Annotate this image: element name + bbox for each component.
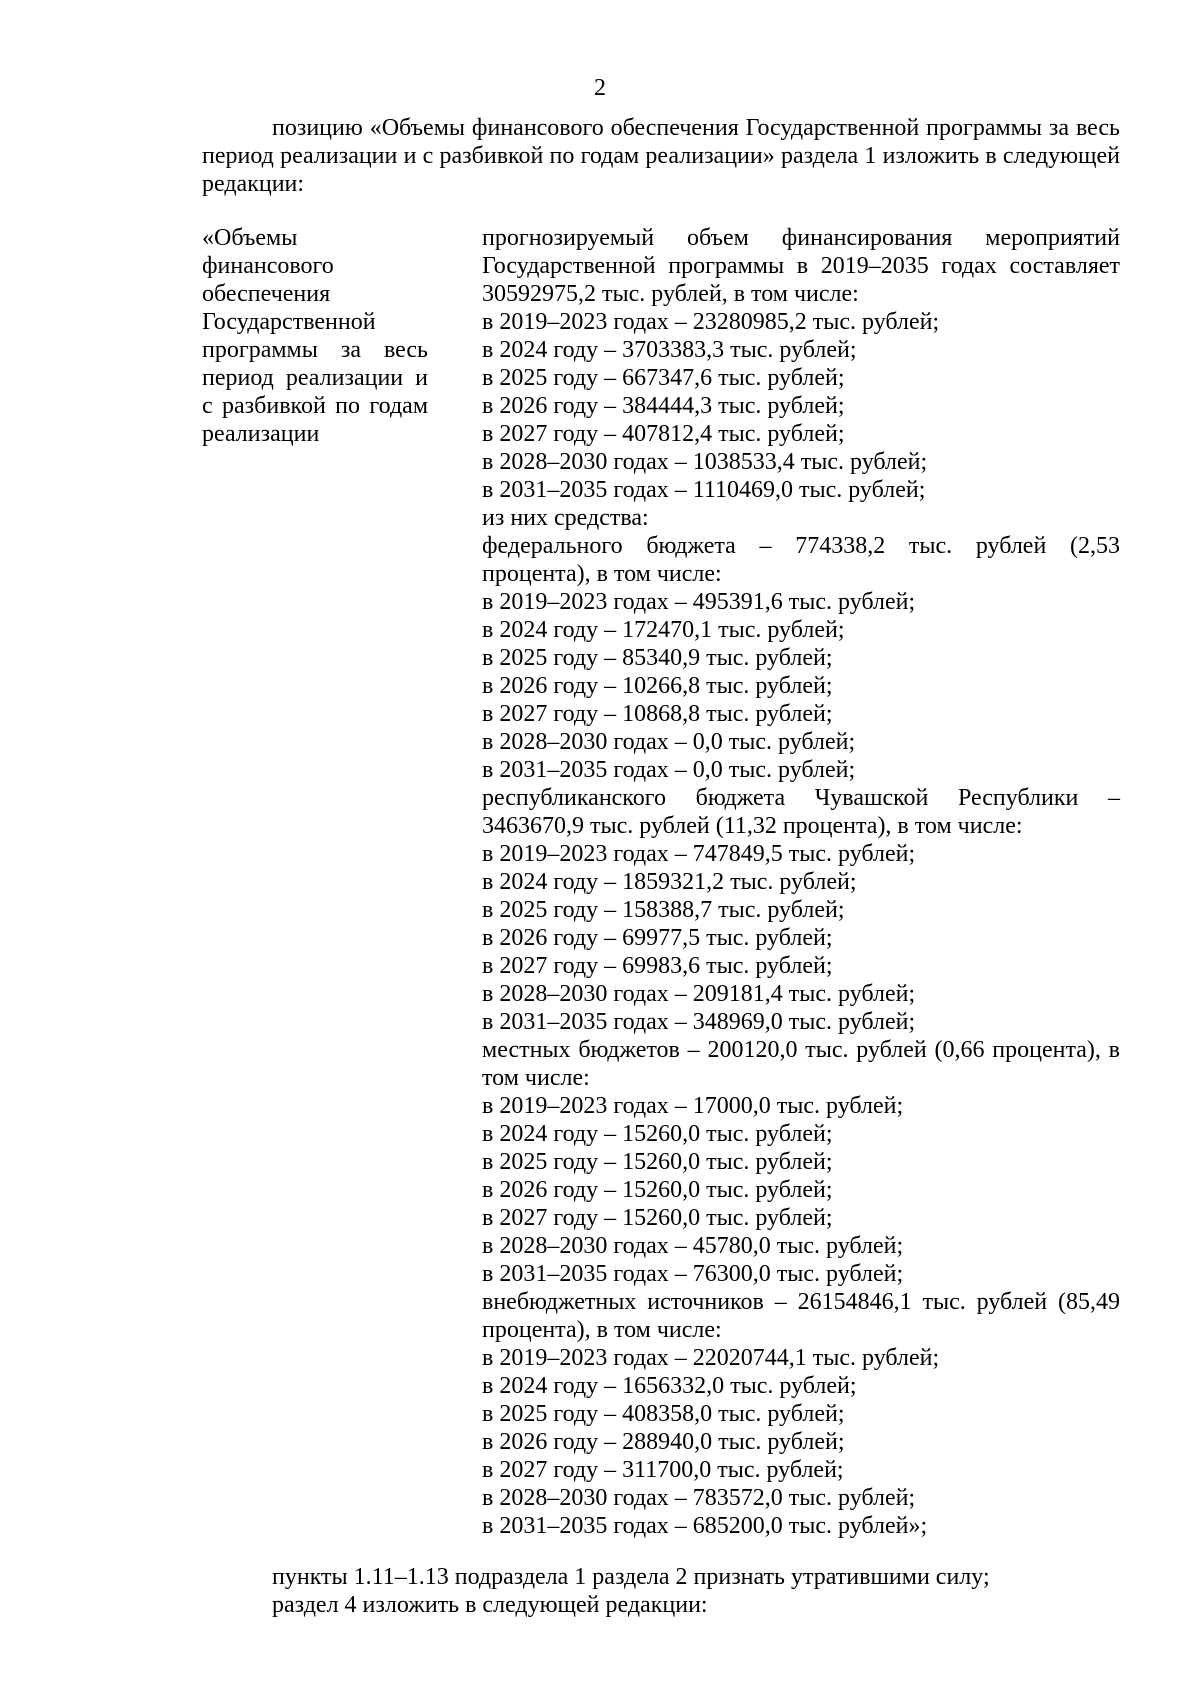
intro-paragraph: позицию «Объемы финансового обеспечения Государственной программы за весь период реализации и с разбивкой по годам реализации» раздела 1 изложить в следующей редакции: (202, 115, 1120, 197)
closing-paragraphs (272, 1563, 1120, 1619)
financing-details (482, 224, 1120, 1540)
federal-line: в 2024 году – 172470,1 тыс. рублей; (482, 617, 845, 643)
extrabudgetary-line: в 2031–2035 годах – 685200,0 тыс. рублей»; (482, 1513, 928, 1539)
page-number: 2 (594, 75, 606, 101)
local-line: в 2026 году – 15260,0 тыс. рублей; (482, 1177, 833, 1203)
federal-line: в 2028–2030 годах – 0,0 тыс. рублей; (482, 729, 856, 755)
total-line: в 2019–2023 годах – 23280985,2 тыс. рублей; (482, 309, 940, 335)
republic-line: в 2024 году – 1859321,2 тыс. рублей; (482, 869, 857, 895)
local-line: в 2025 году – 15260,0 тыс. рублей; (482, 1149, 833, 1175)
republic-line: в 2031–2035 годах – 348969,0 тыс. рублей; (482, 1009, 916, 1035)
extrabudgetary-line: в 2024 году – 1656332,0 тыс. рублей; (482, 1373, 857, 1399)
local-line: в 2028–2030 годах – 45780,0 тыс. рублей; (482, 1233, 904, 1259)
federal-line: в 2027 году – 10868,8 тыс. рублей; (482, 701, 833, 727)
federal-budget-text: федерального бюджета – 774338,2 тыс. рублей (2,53 процента), в том числе: (482, 533, 1120, 587)
local-line: в 2027 году – 15260,0 тыс. рублей; (482, 1205, 833, 1231)
closing-line: пункты 1.11–1.13 подраздела 1 раздела 2 признать утратившими силу; (272, 1564, 990, 1590)
extrabudgetary-line: в 2025 году – 408358,0 тыс. рублей; (482, 1401, 845, 1427)
extrabudgetary-line: в 2027 году – 311700,0 тыс. рублей; (482, 1457, 844, 1483)
local-budget-text: местных бюджетов – 200120,0 тыс. рублей (0,66 процента), в том числе: (482, 1037, 1120, 1091)
total-line: в 2025 году – 667347,6 тыс. рублей; (482, 365, 845, 391)
extrabudgetary-line: в 2026 году – 288940,0 тыс. рублей; (482, 1429, 845, 1455)
federal-line: в 2025 году – 85340,9 тыс. рублей; (482, 645, 833, 671)
republic-budget-text: республиканского бюджета Чувашской Республики – 3463670,9 тыс. рублей (11,32 процента), в том числе: (482, 785, 1120, 839)
republic-line: в 2028–2030 годах – 209181,4 тыс. рублей; (482, 981, 916, 1007)
closing-line: раздел 4 изложить в следующей редакции: (272, 1592, 708, 1618)
federal-line: в 2026 году – 10266,8 тыс. рублей; (482, 673, 833, 699)
total-line: в 2027 году – 407812,4 тыс. рублей; (482, 421, 845, 447)
federal-line: в 2031–2035 годах – 0,0 тыс. рублей; (482, 757, 856, 783)
total-financing-text: прогнозируемый объем финансирования мероприятий Государственной программы в 2019–2035 годах составляет 30592975,2 тыс. рублей, в том числе: (482, 225, 1120, 307)
republic-line: в 2025 году – 158388,7 тыс. рублей; (482, 897, 845, 923)
republic-line: в 2019–2023 годах – 747849,5 тыс. рублей; (482, 841, 916, 867)
extrabudgetary-line: в 2028–2030 годах – 783572,0 тыс. рублей; (482, 1485, 916, 1511)
republic-line: в 2027 году – 69983,6 тыс. рублей; (482, 953, 833, 979)
total-line: в 2028–2030 годах – 1038533,4 тыс. рублей; (482, 449, 928, 475)
extrabudgetary-line: в 2019–2023 годах – 22020744,1 тыс. рублей; (482, 1345, 940, 1371)
republic-line: в 2026 году – 69977,5 тыс. рублей; (482, 925, 833, 951)
total-line: в 2026 году – 384444,3 тыс. рублей; (482, 393, 845, 419)
federal-line: в 2019–2023 годах – 495391,6 тыс. рублей; (482, 589, 916, 615)
local-line: в 2019–2023 годах – 17000,0 тыс. рублей; (482, 1093, 904, 1119)
position-label: «Объемы финансового обеспечения Государственной программы за весь период реализации и с разбивкой по годам реализации (202, 225, 428, 447)
sources-label: из них средства: (482, 505, 649, 531)
total-line: в 2031–2035 годах – 1110469,0 тыс. рублей; (482, 477, 926, 503)
total-line: в 2024 году – 3703383,3 тыс. рублей; (482, 337, 857, 363)
extrabudgetary-text: внебюджетных источников – 26154846,1 тыс. рублей (85,49 процента), в том числе: (482, 1289, 1120, 1343)
local-line: в 2031–2035 годах – 76300,0 тыс. рублей; (482, 1261, 904, 1287)
local-line: в 2024 году – 15260,0 тыс. рублей; (482, 1121, 833, 1147)
